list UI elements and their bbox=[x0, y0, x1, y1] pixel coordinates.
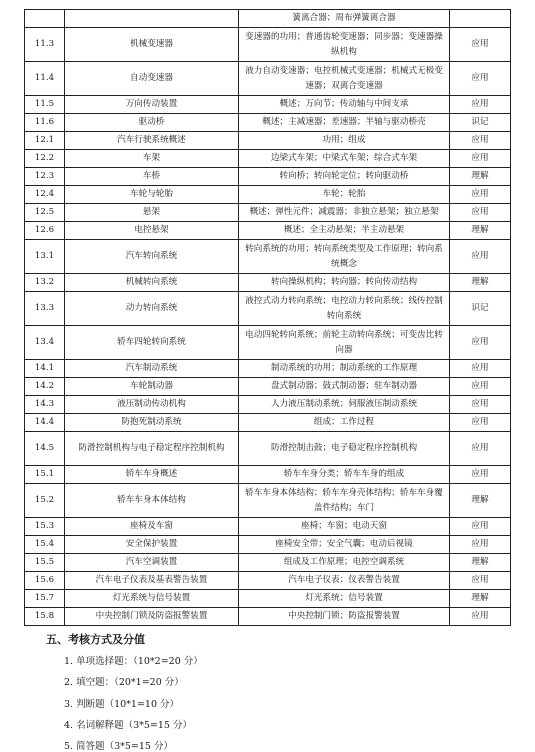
cell-section-number: 14.5 bbox=[25, 432, 65, 466]
table-row bbox=[25, 414, 511, 432]
cell-content: 功用；组成 bbox=[239, 132, 450, 150]
cell-level: 应用 bbox=[450, 360, 511, 378]
table-row bbox=[25, 292, 511, 326]
exam-item: 4. 名词解释题（3*5=15 分） bbox=[64, 720, 192, 731]
cell-level: 应用 bbox=[450, 414, 511, 432]
cell-section-number: 13.3 bbox=[25, 292, 65, 326]
cell-content: 转向桥；转向轮定位；转向驱动桥 bbox=[239, 168, 450, 186]
cell-level: 应用 bbox=[450, 62, 511, 96]
cell-content: 液力自动变速器；电控机械式变速器；机械式无极变速器；双离合变速器 bbox=[239, 62, 450, 96]
cell-chapter: 车轮制动器 bbox=[65, 378, 239, 396]
cell-content: 轿车车身本体结构；轿车车身壳体结构；轿车车身覆盖件结构；车门 bbox=[239, 484, 450, 518]
cell-level: 理解 bbox=[450, 484, 511, 518]
cell-content: 组成及工作原理；电控空调系统 bbox=[239, 554, 450, 572]
cell-chapter: 车轮与轮胎 bbox=[65, 186, 239, 204]
table-row bbox=[25, 62, 511, 96]
cell-chapter: 动力转向系统 bbox=[65, 292, 239, 326]
cell-section-number: 15.5 bbox=[25, 554, 65, 572]
cell-content: 人力液压制动系统；伺服液压制动系统 bbox=[239, 396, 450, 414]
cell-section-number: 14.4 bbox=[25, 414, 65, 432]
cell-level: 应用 bbox=[450, 378, 511, 396]
cell-content: 转向操纵机构；转向器；转向传动结构 bbox=[239, 274, 450, 292]
cell-content: 灯光系统；信号装置 bbox=[239, 590, 450, 608]
table-row bbox=[25, 360, 511, 378]
cell-content: 电动四轮转向系统；前轮主动转向系统；可变齿比转向器 bbox=[239, 326, 450, 360]
table-row bbox=[25, 466, 511, 484]
cell-content: 组成；工作过程 bbox=[239, 414, 450, 432]
cell-level bbox=[450, 10, 511, 28]
cell-chapter: 汽车行驶系统概述 bbox=[65, 132, 239, 150]
cell-section-number: 14.2 bbox=[25, 378, 65, 396]
cell-chapter: 汽车电子仪表及基表警告装置 bbox=[65, 572, 239, 590]
cell-chapter: 悬架 bbox=[65, 204, 239, 222]
cell-chapter: 机械变速器 bbox=[65, 28, 239, 62]
cell-section-number: 12.5 bbox=[25, 204, 65, 222]
cell-level: 应用 bbox=[450, 536, 511, 554]
table-row bbox=[25, 240, 511, 274]
cell-chapter: 安全保护装置 bbox=[65, 536, 239, 554]
cell-chapter: 电控悬架 bbox=[65, 222, 239, 240]
cell-content: 制动系统的功用；制动系统的工作原理 bbox=[239, 360, 450, 378]
cell-section-number: 12.6 bbox=[25, 222, 65, 240]
cell-chapter: 液压制动传动机构 bbox=[65, 396, 239, 414]
cell-content: 座椅安全带；安全气囊；电动后视镜 bbox=[239, 536, 450, 554]
cell-section-number: 15.6 bbox=[25, 572, 65, 590]
cell-section-number: 11.6 bbox=[25, 114, 65, 132]
cell-content: 概述；主减速器；差速器；半轴与驱动桥壳 bbox=[239, 114, 450, 132]
cell-level: 应用 bbox=[450, 240, 511, 274]
cell-section-number: 14.1 bbox=[25, 360, 65, 378]
cell-level: 应用 bbox=[450, 96, 511, 114]
cell-chapter: 自动变速器 bbox=[65, 62, 239, 96]
cell-chapter: 轿车车身概述 bbox=[65, 466, 239, 484]
cell-section-number: 12.1 bbox=[25, 132, 65, 150]
table-row bbox=[25, 96, 511, 114]
cell-level: 理解 bbox=[450, 554, 511, 572]
table-row bbox=[25, 204, 511, 222]
table-row bbox=[25, 484, 511, 518]
table-row bbox=[25, 10, 511, 28]
cell-content: 转向系统的功用；转向系统类型及工作原理；转向系统概念 bbox=[239, 240, 450, 274]
cell-content: 座椅；车窗；电动天窗 bbox=[239, 518, 450, 536]
table-row bbox=[25, 608, 511, 626]
table-row bbox=[25, 222, 511, 240]
cell-chapter: 驱动桥 bbox=[65, 114, 239, 132]
cell-content: 概述；万向节；传动轴与中间支承 bbox=[239, 96, 450, 114]
cell-section-number: 12.2 bbox=[25, 150, 65, 168]
table-row bbox=[25, 150, 511, 168]
table-row bbox=[25, 378, 511, 396]
cell-level: 识记 bbox=[450, 292, 511, 326]
table-row bbox=[25, 168, 511, 186]
table-row bbox=[25, 28, 511, 62]
cell-chapter: 灯光系统与信号装置 bbox=[65, 590, 239, 608]
cell-section-number: 11.3 bbox=[25, 28, 65, 62]
cell-section-number: 13.2 bbox=[25, 274, 65, 292]
table-row bbox=[25, 432, 511, 466]
cell-level: 理解 bbox=[450, 274, 511, 292]
table-row bbox=[25, 396, 511, 414]
cell-chapter: 汽车制动系统 bbox=[65, 360, 239, 378]
cell-content: 车轮；轮胎 bbox=[239, 186, 450, 204]
cell-chapter: 汽车空调装置 bbox=[65, 554, 239, 572]
table-body bbox=[25, 10, 511, 626]
cell-chapter: 万向传动装置 bbox=[65, 96, 239, 114]
cell-section-number: 15.2 bbox=[25, 484, 65, 518]
cell-chapter: 机械转向系统 bbox=[65, 274, 239, 292]
cell-section-number: 15.8 bbox=[25, 608, 65, 626]
cell-content: 边梁式车架；中梁式车架；综合式车架 bbox=[239, 150, 450, 168]
cell-level: 应用 bbox=[450, 518, 511, 536]
cell-level: 应用 bbox=[450, 466, 511, 484]
cell-content: 概述；全主动悬架；半主动悬架 bbox=[239, 222, 450, 240]
cell-content: 变速器的功用；普通齿轮变速器；同步器；变速器操纵机构 bbox=[239, 28, 450, 62]
table-row bbox=[25, 132, 511, 150]
cell-section-number: 15.4 bbox=[25, 536, 65, 554]
cell-level: 应用 bbox=[450, 186, 511, 204]
cell-content: 防滑控制击鼓；电子稳定程序控制机构 bbox=[239, 432, 450, 466]
cell-section-number: 14.3 bbox=[25, 396, 65, 414]
cell-chapter: 轿车四轮转向系统 bbox=[65, 326, 239, 360]
table-row bbox=[25, 114, 511, 132]
table-row bbox=[25, 554, 511, 572]
table-row bbox=[25, 590, 511, 608]
cell-level: 应用 bbox=[450, 28, 511, 62]
cell-level: 应用 bbox=[450, 326, 511, 360]
cell-section-number: 12.3 bbox=[25, 168, 65, 186]
cell-section-number: 13.4 bbox=[25, 326, 65, 360]
exam-item: 1. 单项选择题：（10*2=20 分） bbox=[64, 656, 203, 667]
cell-level: 理解 bbox=[450, 590, 511, 608]
cell-level: 应用 bbox=[450, 150, 511, 168]
cell-level: 理解 bbox=[450, 222, 511, 240]
cell-section-number bbox=[25, 10, 65, 28]
cell-content: 中央控制门锁；防盗报警装置 bbox=[239, 608, 450, 626]
cell-section-number: 13.1 bbox=[25, 240, 65, 274]
cell-chapter: 防滑控制机构与电子稳定程序控制机构 bbox=[65, 432, 239, 466]
cell-chapter: 车架 bbox=[65, 150, 239, 168]
cell-section-number: 15.3 bbox=[25, 518, 65, 536]
cell-section-number: 11.5 bbox=[25, 96, 65, 114]
cell-level: 应用 bbox=[450, 204, 511, 222]
table-row bbox=[25, 326, 511, 360]
table-row bbox=[25, 572, 511, 590]
cell-content: 液控式动力转向系统；电控动力转向系统；线传控制转向系统 bbox=[239, 292, 450, 326]
cell-chapter: 车桥 bbox=[65, 168, 239, 186]
cell-chapter: 座椅及车窗 bbox=[65, 518, 239, 536]
cell-level: 理解 bbox=[450, 168, 511, 186]
cell-chapter: 防抱死制动系统 bbox=[65, 414, 239, 432]
cell-content: 簧离合器；周布弹簧离合器 bbox=[239, 10, 450, 28]
cell-section-number: 15.1 bbox=[25, 466, 65, 484]
cell-content: 轿车车身分类；轿车车身的组成 bbox=[239, 466, 450, 484]
cell-section-number: 11.4 bbox=[25, 62, 65, 96]
cell-level: 应用 bbox=[450, 572, 511, 590]
course-content-table bbox=[24, 9, 511, 626]
cell-level: 应用 bbox=[450, 432, 511, 466]
cell-level: 应用 bbox=[450, 396, 511, 414]
exam-item: 5. 简答题（3*5=15 分） bbox=[64, 741, 173, 752]
table-row bbox=[25, 186, 511, 204]
cell-level: 应用 bbox=[450, 132, 511, 150]
cell-content: 汽车电子仪表；仪表警告装置 bbox=[239, 572, 450, 590]
exam-item: 3. 判断题（10*1=10 分） bbox=[64, 699, 180, 710]
table-row bbox=[25, 536, 511, 554]
table-row bbox=[25, 274, 511, 292]
exam-item: 2. 填空题：（20*1=20 分） bbox=[64, 677, 184, 688]
cell-chapter: 中央控制门锁及防盗报警装置 bbox=[65, 608, 239, 626]
section-title: 五、考核方式及分值 bbox=[46, 633, 145, 646]
cell-chapter: 轿车车身本体结构 bbox=[65, 484, 239, 518]
cell-chapter: 汽车转向系统 bbox=[65, 240, 239, 274]
cell-level: 应用 bbox=[450, 608, 511, 626]
cell-chapter bbox=[65, 10, 239, 28]
cell-section-number: 15.7 bbox=[25, 590, 65, 608]
cell-level: 识记 bbox=[450, 114, 511, 132]
cell-content: 概述；弹性元件；减震器；非独立悬架；独立悬架 bbox=[239, 204, 450, 222]
cell-section-number: 12.4 bbox=[25, 186, 65, 204]
table-row bbox=[25, 518, 511, 536]
cell-content: 盘式制动器；鼓式制动器；驻车制动器 bbox=[239, 378, 450, 396]
